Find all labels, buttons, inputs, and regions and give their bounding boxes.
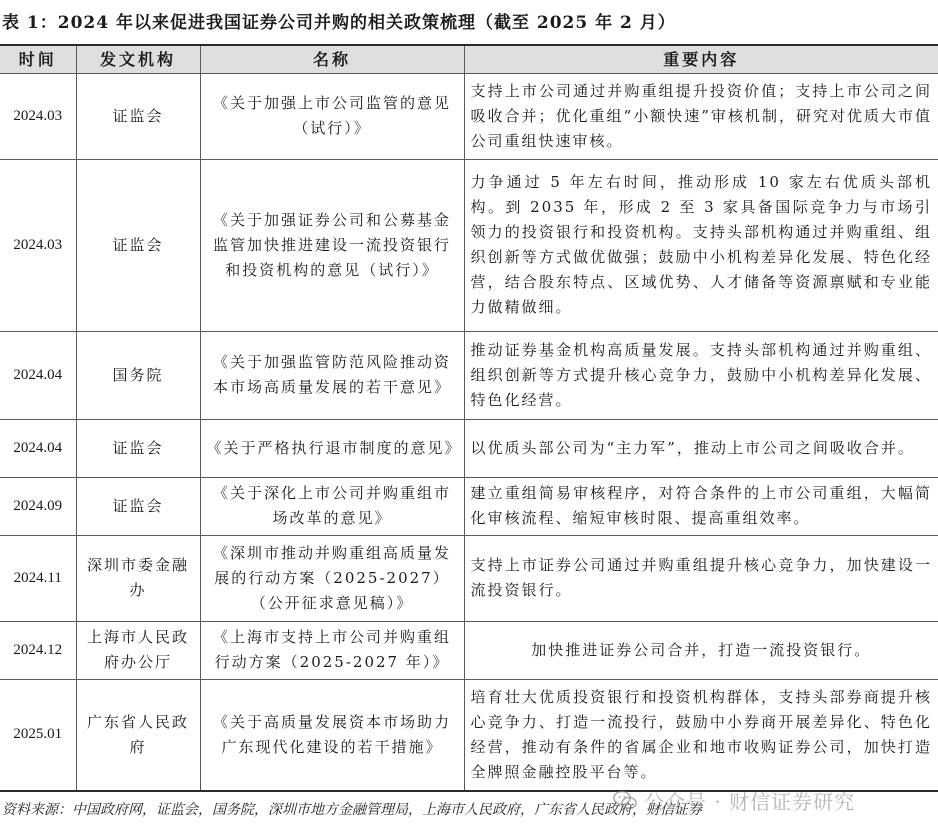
header-content: 重要内容	[464, 45, 938, 73]
cell-org: 证监会	[76, 419, 200, 477]
cell-name: 《关于加强监管防范风险推动资本市场高质量发展的若干意见》	[200, 331, 464, 419]
cell-name: 《关于严格执行退市制度的意见》	[200, 419, 464, 477]
cell-org: 证监会	[76, 73, 200, 159]
cell-time: 2024.11	[0, 535, 76, 621]
cell-time: 2024.04	[0, 331, 76, 419]
watermark-text: 公众号 · 财信证券研究	[644, 789, 856, 814]
cell-name: 《关于高质量发展资本市场助力广东现代化建设的若干措施》	[200, 679, 464, 791]
header-time: 时间	[0, 45, 76, 73]
table-row	[0, 679, 938, 791]
table-row	[0, 73, 938, 159]
cell-name: 《上海市支持上市公司并购重组行动方案（2025-2027 年）》	[200, 621, 464, 679]
cell-name: 《关于加强上市公司监管的意见（试行）》	[200, 73, 464, 159]
cell-content: 培育壮大优质投资银行和投资机构群体，支持头部券商提升核心竞争力、打造一流投行，鼓励中小券商开展差异化、特色化经营，推动有条件的省属企业和地市收购证券公司，加快打造全牌照金融控股平台等。	[464, 679, 938, 791]
table-row	[0, 621, 938, 679]
table-row	[0, 535, 938, 621]
cell-org: 上海市人民政府办公厅	[76, 621, 200, 679]
cell-content: 建立重组简易审核程序，对符合条件的上市公司重组，大幅简化审核流程、缩短审核时限、提高重组效率。	[464, 477, 938, 535]
table-row	[0, 419, 938, 477]
table-title: 表 1：2024 年以来促进我国证券公司并购的相关政策梳理（截至 2025 年 2 月）	[2, 13, 676, 33]
cell-org: 证监会	[76, 477, 200, 535]
source-note: 资料来源：中国政府网，证监会，国务院，深圳市地方金融管理局，上海市人民政府，广东省人民政府，财信证券	[2, 802, 702, 818]
header-org: 发文机构	[76, 45, 200, 73]
table-row	[0, 477, 938, 535]
cell-org: 深圳市委金融办	[76, 535, 200, 621]
cell-org: 国务院	[76, 331, 200, 419]
cell-time: 2024.09	[0, 477, 76, 535]
cell-time: 2024.03	[0, 73, 76, 159]
cell-content: 支持上市证券公司通过并购重组提升核心竞争力，加快建设一流投资银行。	[464, 535, 938, 621]
cell-content: 支持上市公司通过并购重组提升投资价值；支持上市公司之间吸收合并；优化重组“小额快速”审核机制，研究对优质大市值公司重组快速审核。	[464, 73, 938, 159]
cell-content: 推动证券基金机构高质量发展。支持头部机构通过并购重组、组织创新等方式提升核心竞争力，鼓励中小机构差异化发展、特色化经营。	[464, 331, 938, 419]
table-row	[0, 331, 938, 419]
cell-time: 2025.01	[0, 679, 76, 791]
table-header-row	[0, 45, 938, 73]
cell-time: 2024.03	[0, 159, 76, 331]
cell-content: 加快推进证券公司合并，打造一流投资银行。	[464, 621, 938, 679]
cell-org: 证监会	[76, 159, 200, 331]
cell-org: 广东省人民政府	[76, 679, 200, 791]
cell-time: 2024.04	[0, 419, 76, 477]
cell-content: 以优质头部公司为“主力军”，推动上市公司之间吸收合并。	[464, 419, 938, 477]
cell-content: 力争通过 5 年左右时间，推动形成 10 家左右优质头部机构。到 2035 年，形成 2 至 3 家具备国际竞争力与市场引领力的投资银行和投资机构。支持头部机构通过并购重组、组织创新等方式做优做强；鼓励中小机构差异化发展、特色化经营，结合股东特点、区域优势、人才储备等资源禀赋和专业能力做精做细。	[464, 159, 938, 331]
cell-time: 2024.12	[0, 621, 76, 679]
cell-name: 《关于深化上市公司并购重组市场改革的意见》	[200, 477, 464, 535]
policy-table	[0, 44, 938, 792]
cell-name: 《深圳市推动并购重组高质量发展的行动方案（2025-2027）（公开征求意见稿）》	[200, 535, 464, 621]
cell-name: 《关于加强证券公司和公募基金监管加快推进建设一流投资银行和投资机构的意见（试行）》	[200, 159, 464, 331]
table-row	[0, 159, 938, 331]
header-name: 名称	[200, 45, 464, 73]
